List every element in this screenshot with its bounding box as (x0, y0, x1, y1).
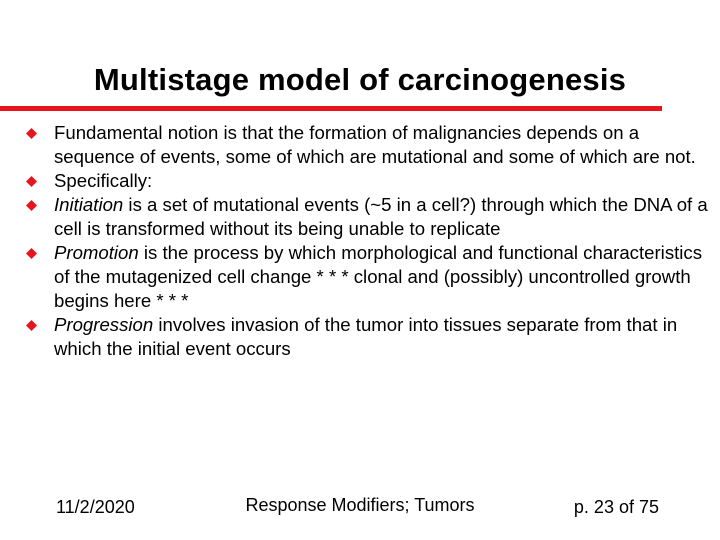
bullet-emphasis: Initiation (54, 194, 124, 215)
bullet-item (24, 241, 714, 313)
bullet-emphasis: Progression (54, 314, 154, 335)
bullet-text: is the process by which morphological and functional characteristics of the mutagenized cell change * * * clonal and (possibly) uncontrolled growth begins here * * * (54, 242, 703, 311)
bullet-item (24, 313, 714, 361)
footer-date: 11/2/2020 (56, 497, 135, 517)
slide-title: Multistage model of carcinogenesis (93, 62, 627, 97)
diamond-bullet-icon (26, 200, 37, 211)
diamond-bullet-icon (26, 320, 37, 331)
bullet-emphasis: Promotion (54, 242, 139, 263)
diamond-bullet-icon (26, 128, 37, 139)
bullet-text: Fundamental notion is that the formation of malignancies depends on a sequence of events, some of which are mutational and some of which are not. (54, 122, 696, 167)
title-underline (0, 106, 662, 111)
diamond-bullet-icon (26, 248, 37, 259)
bullet-item (24, 121, 714, 169)
footer-page-number: p. 23 of 75 (573, 497, 659, 517)
bullet-text: is a set of mutational events (~5 in a cell?) through which the DNA of a cell is transformed without its being unable to replicate (54, 194, 708, 239)
footer-title: Response Modifiers; Tumors (245, 495, 475, 515)
bullet-text: Specifically: (54, 170, 153, 191)
bullet-list (24, 121, 714, 361)
bullet-text: involves invasion of the tumor into tissues separate from that in which the initial event occurs (54, 314, 678, 359)
bullet-item (24, 169, 714, 193)
bullet-item (24, 193, 714, 241)
diamond-bullet-icon (26, 176, 37, 187)
